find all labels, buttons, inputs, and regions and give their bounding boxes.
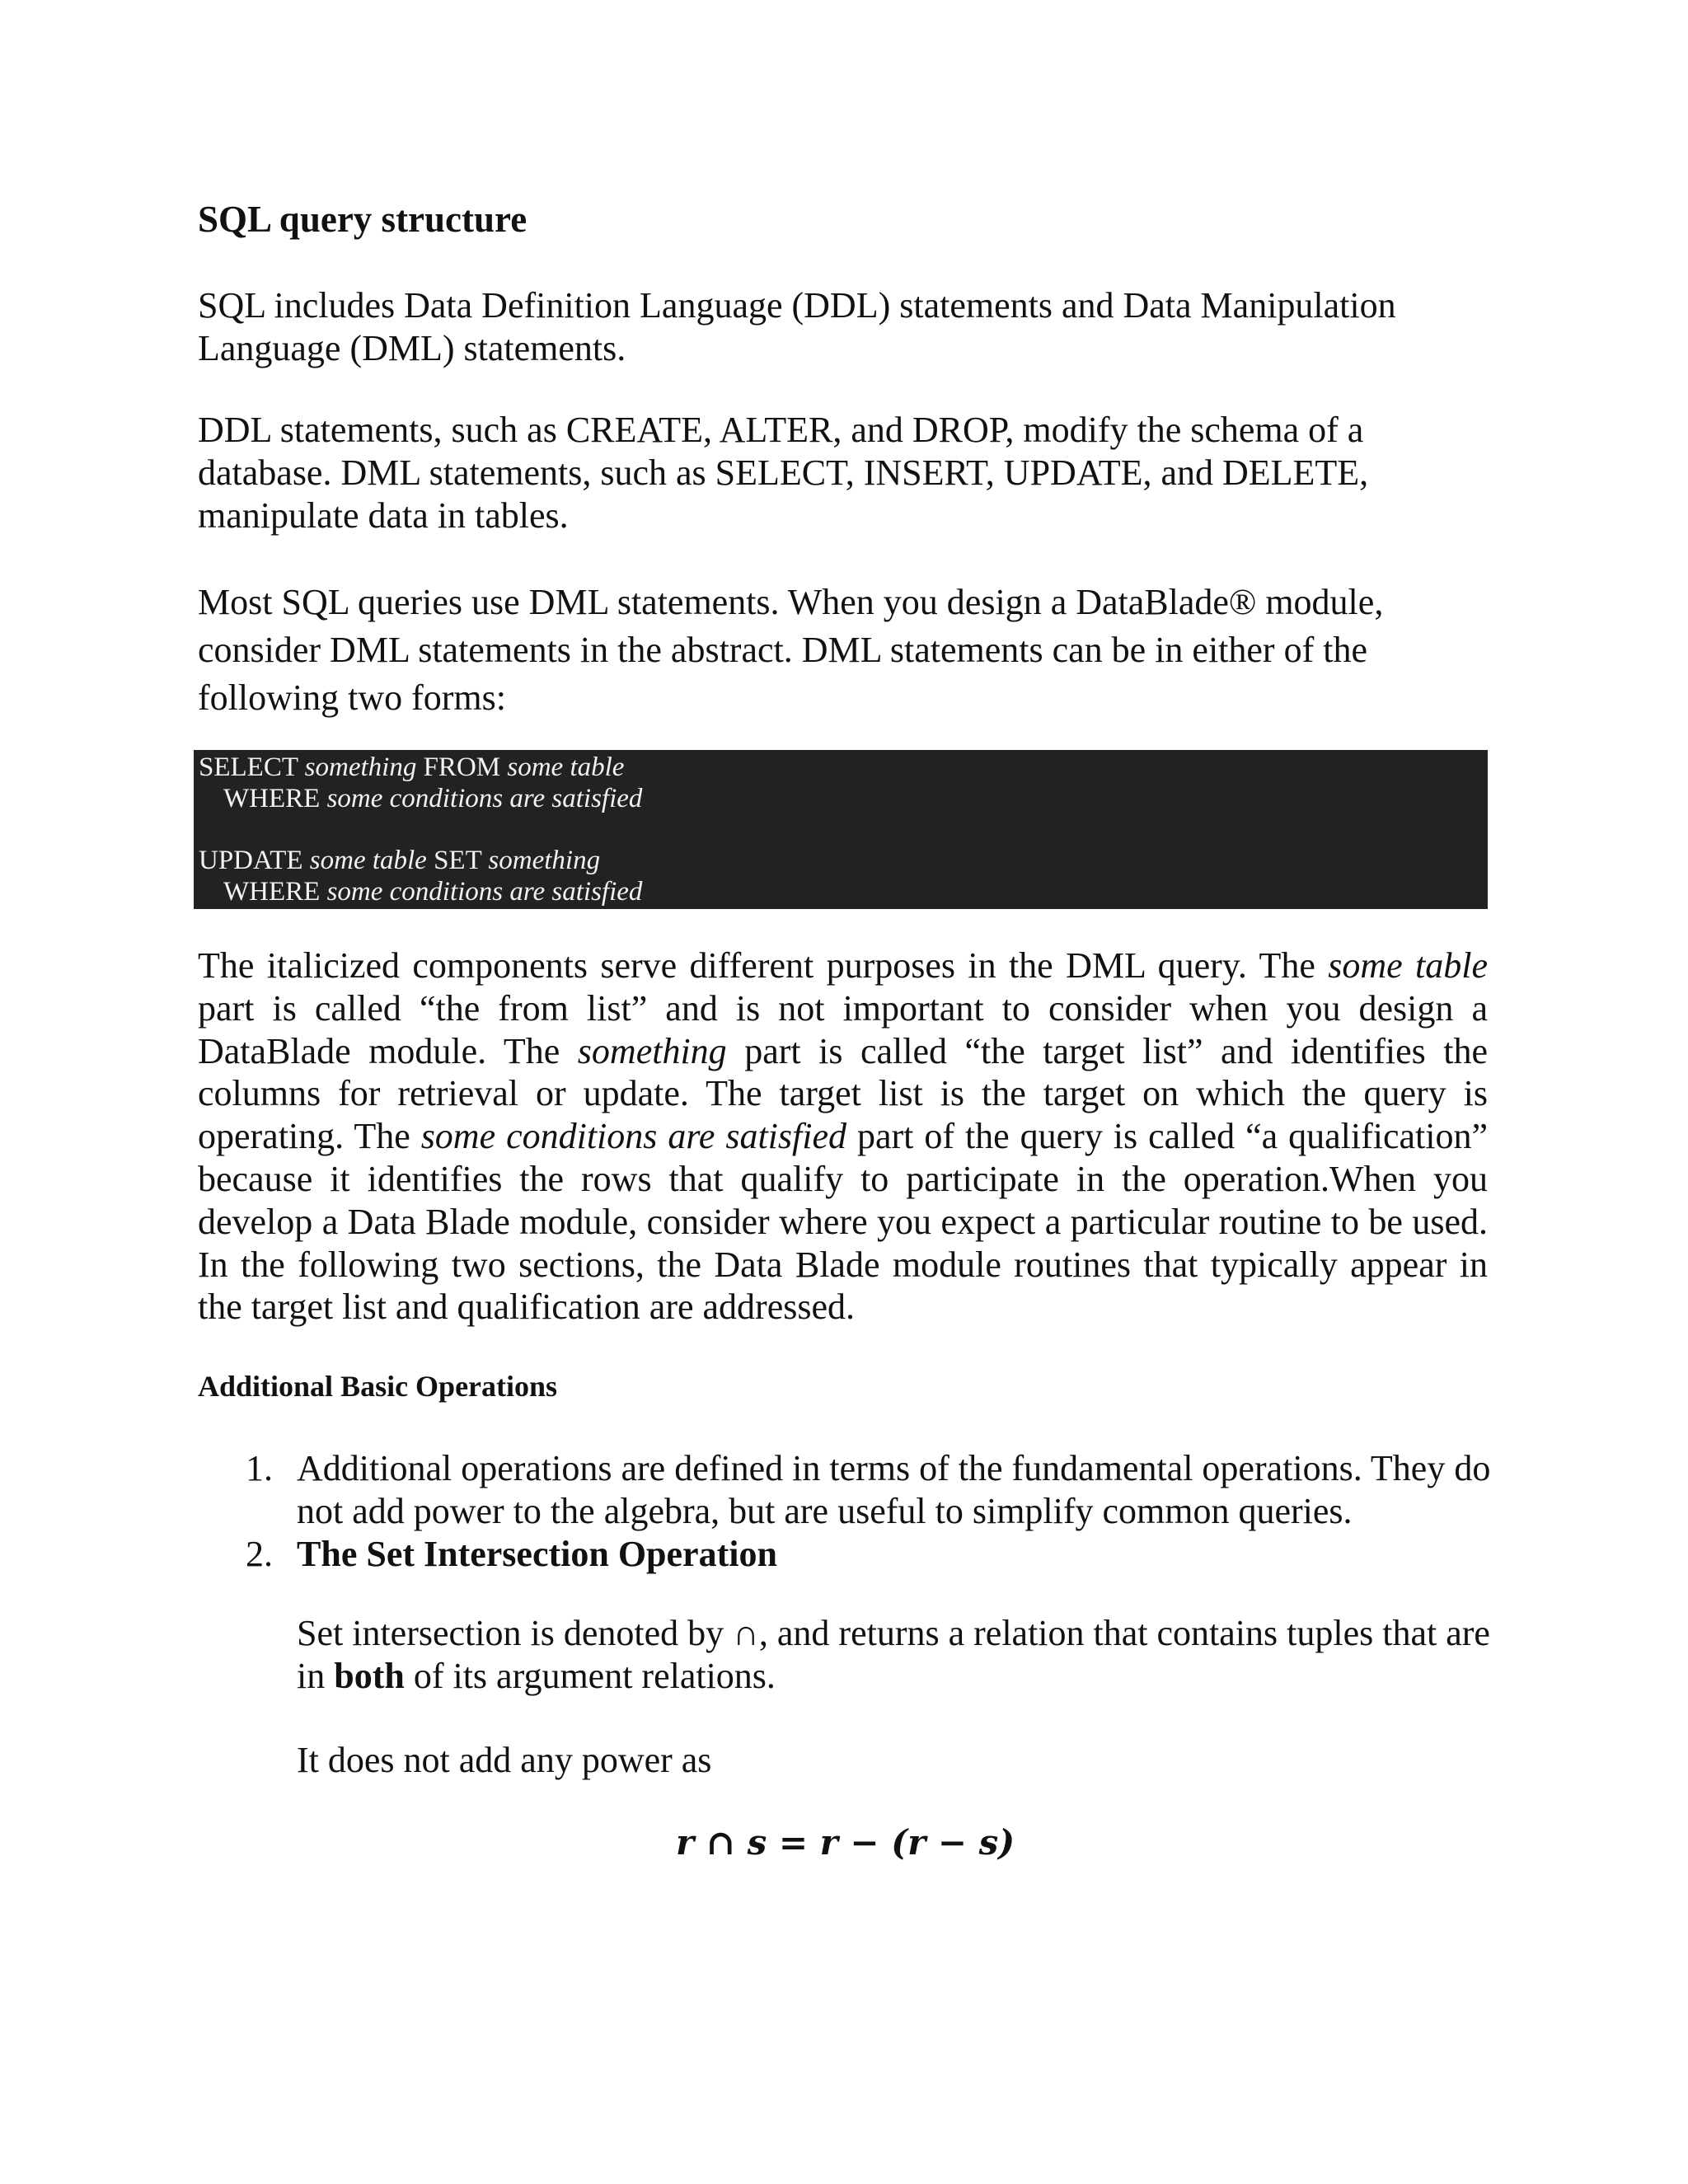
code-keyword: UPDATE xyxy=(199,846,303,875)
code-placeholder: some table xyxy=(507,752,625,782)
text-run: part is called “the from list” and is not important to consider when you design a DataBlade module. The xyxy=(198,987,1488,1071)
page-title: SQL query structure xyxy=(198,199,528,240)
paragraph-ddl-dml-intro: SQL includes Data Definition Language (DDL) statements and Data Manipulation Language (DML) statements. xyxy=(198,285,1396,368)
paragraph-dml-forms: Most SQL queries use DML statements. When you design a DataBlade® module, consider DML statements in the abstract. DML statements can be in either of the following two forms: xyxy=(198,582,1384,718)
code-line-where-2 xyxy=(199,876,1488,907)
text-run: part of the query is called “a qualification” because it identifies the rows that qualify to participate in the operation.When you develop a Data Blade module, consider where you expect a particular routine to be used. In the following two sections, the Data Blade module routines that typically appear in the target list and qualification are addressed. xyxy=(198,1116,1488,1328)
list-number: 1. xyxy=(246,1448,273,1488)
code-placeholder: some table xyxy=(309,846,427,875)
intersection-formula: r ∩ s = r − (r − s) xyxy=(676,1822,1015,1863)
code-line-select xyxy=(199,752,1488,783)
code-placeholder: something xyxy=(304,752,417,782)
code-placeholder: something xyxy=(488,846,601,875)
text-run: The italicized components serve different purposes in the DML query. The xyxy=(198,945,1329,986)
italic-run: some table xyxy=(1328,945,1489,986)
paragraph-no-power: It does not add any power as xyxy=(297,1740,712,1780)
code-keyword: FROM xyxy=(423,752,501,782)
code-line-where xyxy=(199,783,1488,814)
code-keyword: WHERE xyxy=(223,784,321,813)
code-keyword: WHERE xyxy=(223,877,321,907)
paragraph-ddl-dml-examples: DDL statements, such as CREATE, ALTER, and DROP, modify the schema of a database. DML statements, such as SELECT, INSERT, UPDATE, and DELETE, manipulate data in tables. xyxy=(198,410,1369,536)
code-keyword: SELECT xyxy=(199,752,298,782)
code-line-update xyxy=(199,845,1488,876)
list-item xyxy=(198,1447,1492,1533)
paragraph-intersection xyxy=(297,1612,1492,1698)
bold-run: both xyxy=(334,1656,405,1696)
code-placeholder: some conditions are satisfied xyxy=(326,877,643,907)
section-heading: Additional Basic Operations xyxy=(198,1370,558,1403)
paragraph-italicized-components xyxy=(198,944,1488,1329)
code-placeholder: some conditions are satisfied xyxy=(326,784,643,813)
italic-run: something xyxy=(577,1030,727,1071)
italic-run: some conditions are satisfied xyxy=(420,1116,847,1157)
code-block xyxy=(194,750,1488,909)
numbered-list xyxy=(198,1447,1492,1576)
code-keyword: SET xyxy=(434,846,482,875)
list-item-text: Additional operations are defined in terms of the fundamental operations. They do not add power to the algebra, but are useful to simplify common queries. xyxy=(297,1448,1491,1531)
list-number: 2. xyxy=(246,1534,273,1574)
text-run: Set intersection is denoted by ∩, and returns a relation that contains tuples that are in xyxy=(297,1613,1490,1696)
text-run: part is called “the target list” and identifies the columns for retrieval or update. The target list is the target on which the query is operating. The xyxy=(198,1030,1489,1157)
list-item-title: The Set Intersection Operation xyxy=(297,1534,777,1574)
text-run: of its argument relations. xyxy=(404,1656,776,1696)
list-item xyxy=(198,1533,1492,1576)
